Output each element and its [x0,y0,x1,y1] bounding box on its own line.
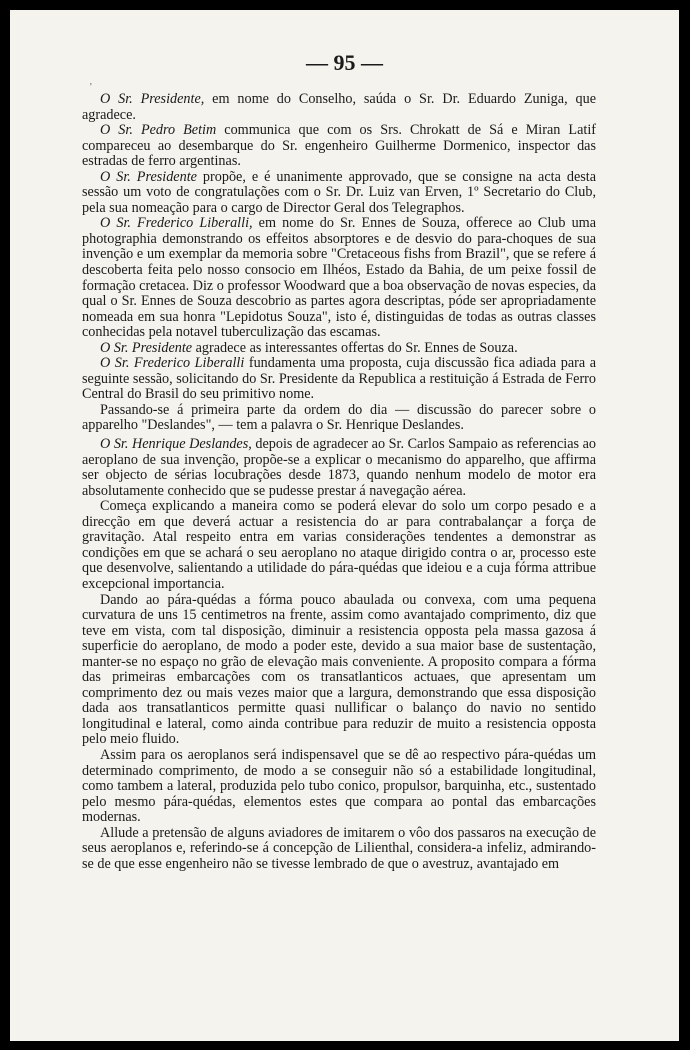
paragraph-text: propõe, e é unanimente approvado, que se consigne na acta desta sessão um voto de congratulações com o Sr. Dr. Luiz van Erven, 1º Secretario do Club, pela sua nomeação para o cargo de Director Geral dos Telegraphos. [82,168,597,216]
paragraph [82,403,596,434]
paragraph [82,123,596,170]
paragraph [82,826,596,873]
paragraph [82,748,596,826]
paragraph-text: Passando-se á primeira parte da ordem do dia — discussão do parecer sobre o apparelho "Deslandes", — tem a palavra o Sr. Henrique Deslandes. [82,401,596,434]
document-page [10,10,679,1041]
paragraph-text: Dando ao pára-quédas a fórma pouco abaulada ou convexa, com uma pequena curvatura de uns 15 centimetros na frente, assim como avantajado comprimento, diz que teve em vista, com tal disposição, diminuir a resistencia opposta pela massa gazosa á superficie do aeroplano, de modo a poder este, devido a sua maior base de sustentação, manter-se no espaço no grão de elevação mais conveniente. A proposito compara a fórma das primeiras embarcações com os transatlanticos actuaes, que apresentam um comprimento dez ou mais vezes maior que a largura, demonstrando que essa disposição dada aos transatlanticos permitte quasi nullificar o balanço do navio no sentido longitudinal e lateral, como ainda contribue para reduzir de muito a resistencia opposta pelo meio fluido. [82,591,596,748]
paragraph-text: agradece as interessantes offertas do Sr. Ennes de Souza. [192,339,518,356]
speaker-name: O Sr. Frederico Liberalli [100,355,245,372]
paragraph [82,341,596,357]
page-number: — 95 — [306,50,383,75]
paragraph [82,216,596,340]
margin-mark: ' [90,82,92,93]
paragraph [82,170,596,217]
speaker-name: O Sr. Pedro Betim [100,122,217,139]
paragraph-text: em nome do Sr. Ennes de Souza, offerece ao Club uma photographia demonstrando os effeitos absorptores e de desvio do para-choques de sua invenção e um exemplar da memoria sobre "Cretaceous fishs from Brazil", que se refere á descoberta feita pelo nosso consocio em Ilhéos, Estado da Bahia, de um peixe fossil de formação cretacea. Diz o professor Woodward que a boa observação de novas especies, da qual o Sr. Ennes de Souza descobrio as partes agora descriptas, póde ser apropriadamente nomeada em sua honra "Lepidotus Souza", isto é, distinguidas de todas as outras classes conhecidas pela notavel tuberculização das escamas. [82,215,597,341]
speaker-name: O Sr. Presidente [100,339,193,356]
paragraph-text: communica que com os Srs. Chrokatt de Sá e Miran Latif compareceu ao desembarque do Sr. engenheiro Guilherme Dormenico, inspector das estradas de ferro argentinas. [82,122,596,170]
paragraph [82,437,596,499]
paragraph-text: fundamenta uma proposta, cuja discussão fica adiada para a seguinte sessão, solicitando do Sr. Presidente da Republica a restituição á Estrada de Ferro Central do Brasil do seu primitivo nome. [82,355,596,403]
speaker-name: O Sr. Presidente, [100,91,205,107]
paragraph [82,92,596,123]
paragraph [82,356,596,403]
paragraph-text: depois de agradecer ao Sr. Carlos Sampaio as referencias ao aeroplano de sua invenção, propõe-se a explicar o mecanismo do apparelho, que affirma ser objecto de sérias locubrações desde 1873, quando nenhum modelo de motor era absolutamente conhecido que se pudesse prestar á navegação aérea. [82,436,596,499]
paragraph-text: Começa explicando a maneira como se poderá elevar do solo um corpo pesado e a direcção em que deverá actuar a resistencia do ar para contrabalançar a força de gravitação. Atal respeito entra em varias considerações tendentes a demonstrar as condições em que se achará o seu aeroplano no ataque dirigido contra o ar, processo este que desenvolve, salientando a utilidade do pára-quédas que ideiou e a cuja fórma attribue excepcional importancia. [82,498,596,592]
paragraph-text: Allude a pretensão de alguns aviadores de imitarem o vôo dos passaros na execução de seus aeroplanos e, referindo-se á concepção de Lilienthal, considera-a infeliz, admirando-se de que esse engenheiro não se tivesse lembrado de que o avestruz, avantajado em [82,824,596,872]
speaker-name: O Sr. Presidente [100,168,197,185]
speaker-name: O Sr. Henrique Deslandes, [100,436,252,453]
paragraph-text: em nome do Conselho, saúda o Sr. Dr. Eduardo Zuniga, que agradece. [82,91,596,123]
paragraph [82,499,596,592]
paragraph-text: Assim para os aeroplanos será indispensavel que se dê ao respectivo pára-quédas um determinado comprimento, de modo a se conseguir não só a estabilidade longitudinal, como tambem a lateral, produzida pelo tubo conico, propulsor, barquinha, etc., sustentado pelo mesmo pára-quédas, elementos estes que compara ao pontal das embarcações modernas. [82,746,596,826]
paragraph [82,593,596,748]
speaker-name: O Sr. Frederico Liberalli, [100,215,253,232]
body-text [82,92,596,872]
